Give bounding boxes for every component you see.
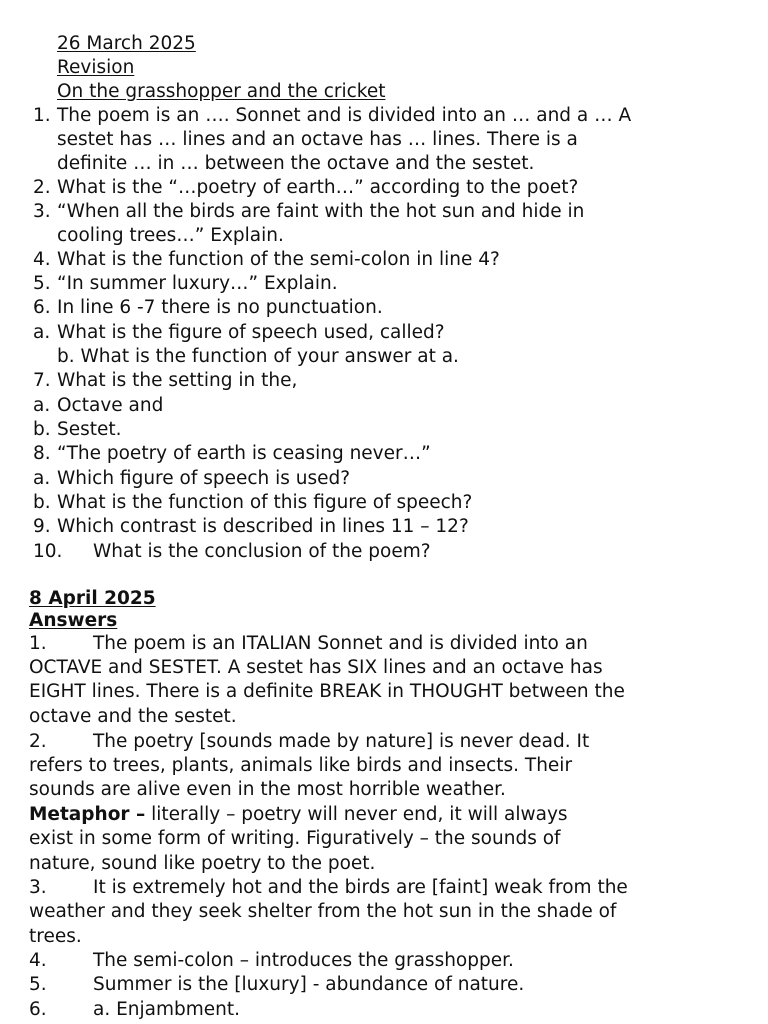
- answers-date: 8 April 2025: [29, 588, 156, 609]
- answer-line: The semi-colon – introduces the grasshopper.: [93, 950, 514, 971]
- answer-line: The poetry [sounds made by nature] is never dead. It: [93, 731, 590, 752]
- list-item: Sestet.: [57, 419, 122, 440]
- revision-subtitle: Revision: [57, 57, 135, 78]
- list-marker: 6.: [33, 297, 51, 318]
- list-item: definite … in … between the octave and the sestet.: [57, 153, 535, 174]
- list-marker: a.: [33, 322, 51, 343]
- list-item: “When all the birds are faint with the hot sun and hide in: [57, 201, 585, 222]
- list-marker: b.: [33, 419, 51, 440]
- list-item: What is the conclusion of the poem?: [93, 541, 431, 562]
- answer-line: exist in some form of writing. Figuratively – the sounds of: [29, 828, 561, 849]
- answer-line: nature, sound like poetry to the poet.: [29, 853, 376, 874]
- answer-line: refers to trees, plants, animals like birds and insects. Their: [29, 755, 573, 776]
- revision-date: 26 March 2025: [57, 33, 196, 54]
- answer-line: The poem is an ITALIAN Sonnet and is divided into an: [93, 633, 588, 654]
- answer-line: sounds are alive even in the most horrible weather.: [29, 779, 506, 800]
- answer-marker: 2.: [29, 731, 47, 752]
- answer-line: OCTAVE and SESTET. A sestet has SIX lines and an octave has: [29, 657, 603, 678]
- list-marker: 10.: [33, 541, 63, 562]
- list-marker: 9.: [33, 516, 51, 537]
- list-item: sestet has … lines and an octave has … lines. There is a: [57, 129, 578, 150]
- list-item: “In summer luxury…” Explain.: [57, 273, 338, 294]
- list-item: What is the function of this figure of speech?: [57, 492, 473, 513]
- list-item: b. What is the function of your answer at a.: [57, 346, 459, 367]
- answer-marker: 4.: [29, 950, 47, 971]
- list-marker: 5.: [33, 273, 51, 294]
- list-marker: a.: [33, 468, 51, 489]
- answer-line: weather and they seek shelter from the hot sun in the shade of: [29, 901, 617, 922]
- list-item: cooling trees…” Explain.: [57, 225, 284, 246]
- list-item: “The poetry of earth is ceasing never…”: [57, 443, 431, 464]
- answer-line: EIGHT lines. There is a definite BREAK in THOUGHT between the: [29, 681, 625, 702]
- list-item: In line 6 -7 there is no punctuation.: [57, 297, 383, 318]
- list-marker: a.: [33, 395, 51, 416]
- list-item: What is the figure of speech used, called?: [57, 322, 445, 343]
- poem-title: On the grasshopper and the cricket: [57, 81, 386, 102]
- list-item: Which contrast is described in lines 11 – 12?: [57, 516, 469, 537]
- list-marker: 3.: [33, 201, 51, 222]
- answer-line: octave and the sestet.: [29, 706, 237, 727]
- list-marker: 1.: [33, 105, 51, 126]
- list-marker: 7.: [33, 370, 51, 391]
- metaphor-text: literally – poetry will never end, it will always: [145, 804, 568, 825]
- list-marker: 4.: [33, 249, 51, 270]
- answer-marker: 3.: [29, 877, 47, 898]
- list-item: The poem is an …. Sonnet and is divided into an … and a … A: [57, 105, 632, 126]
- answer-line-metaphor: [29, 803, 568, 827]
- answer-line: a. Enjambment.: [93, 999, 241, 1020]
- answer-line: Summer is the [luxury] - abundance of nature.: [93, 974, 525, 995]
- list-item: What is the setting in the,: [57, 370, 298, 391]
- list-marker: b.: [33, 492, 51, 513]
- list-item: What is the “…poetry of earth…” according to the poet?: [57, 177, 579, 198]
- metaphor-label: Metaphor –: [29, 804, 146, 825]
- answers-title: Answers: [29, 610, 118, 631]
- list-item: Octave and: [57, 395, 164, 416]
- answer-line: It is extremely hot and the birds are [faint] weak from the: [93, 877, 628, 898]
- list-marker: 8.: [33, 443, 51, 464]
- list-item: What is the function of the semi-colon in line 4?: [57, 249, 500, 270]
- answer-marker: 5.: [29, 974, 47, 995]
- answer-marker: 6.: [29, 999, 47, 1020]
- answer-line: trees.: [29, 926, 82, 947]
- list-marker: 2.: [33, 177, 51, 198]
- list-item: Which figure of speech is used?: [57, 468, 351, 489]
- answer-marker: 1.: [29, 633, 47, 654]
